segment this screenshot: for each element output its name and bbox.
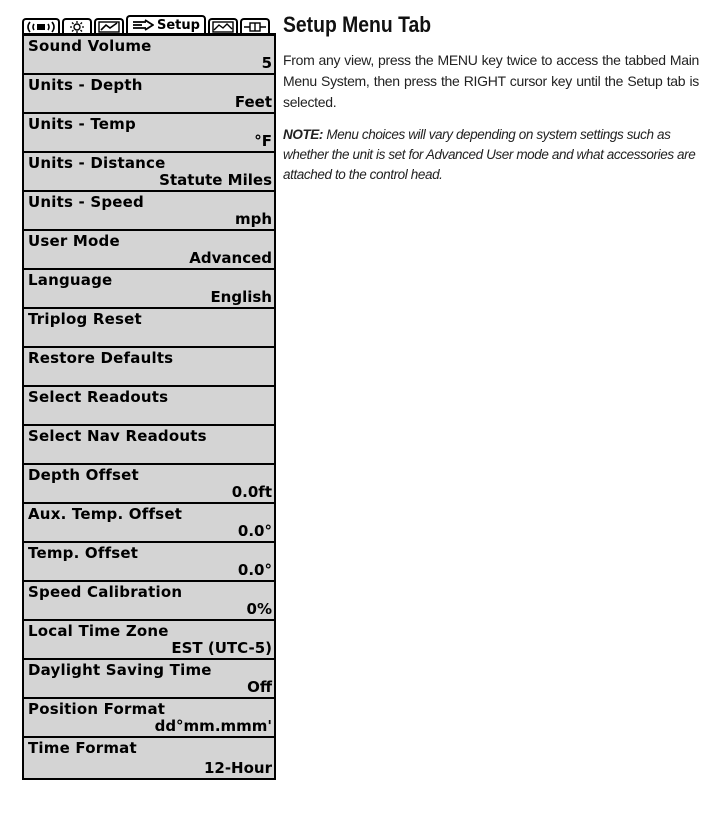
menu-item-speed-calibration[interactable] [24,582,274,621]
menu-item-position-format[interactable] [24,699,274,738]
menu-item-value: 5 [261,54,272,72]
menu-item-depth-offset[interactable] [24,465,274,504]
menu-item-label: Units - Distance [28,154,166,172]
menu-item-units-temp[interactable] [24,114,274,153]
menu-item-restore-defaults[interactable] [24,348,274,387]
menu-item-value: 12-Hour [203,759,272,777]
menu-item-value: mph [234,210,272,228]
note-text: Menu choices will vary depending on system settings such as whether the unit is set for Advanced User mode and what accessories are attached to the control head. [283,127,696,182]
menu-item-units-distance[interactable] [24,153,274,192]
alarms-tab[interactable] [62,18,92,34]
menu-item-label: Daylight Saving Time [28,661,212,679]
menu-item-value: Off [247,678,272,696]
menu-item-label: Units - Temp [28,115,136,133]
menu-item-label: Speed Calibration [28,583,183,601]
menu-item-label: Restore Defaults [28,349,174,367]
menu-item-value: Advanced [189,249,272,267]
menu-item-temp-offset[interactable] [24,543,274,582]
setup-tab-label: Setup [157,18,200,33]
menu-item-value: 0.0° [237,561,272,579]
menu-item-sound-volume[interactable] [24,36,274,75]
menu-item-value: EST (UTC-5) [171,639,272,657]
menu-item-value: 0% [246,600,272,618]
note-label: NOTE: [283,127,323,142]
menu-item-triplog-reset[interactable] [24,309,274,348]
menu-item-select-nav-readouts[interactable] [24,426,274,465]
menu-item-value: 0.0° [237,522,272,540]
views-tab[interactable] [208,18,238,34]
menu-item-label: Select Nav Readouts [28,427,207,445]
menu-item-label: Depth Offset [28,466,139,484]
menu-item-label: Temp. Offset [28,544,139,562]
menu-item-label: Units - Speed [28,193,144,211]
menu-item-value: dd°mm.mmm' [154,717,272,735]
menu-item-label: Sound Volume [28,37,152,55]
menu-item-value: 0.0ft [231,483,272,501]
wrench-icon [132,19,154,32]
menu-item-label: User Mode [28,232,120,250]
menu-item-value: Feet [234,93,272,111]
setup-description [283,12,699,185]
chart-icon [98,21,120,33]
menu-item-label: Position Format [28,700,166,718]
menu-item-aux-temp-offset[interactable] [24,504,274,543]
alarm-icon [66,21,88,33]
menu-item-label: Local Time Zone [28,622,169,640]
menu-item-local-time-zone[interactable] [24,621,274,660]
menu-item-language[interactable] [24,270,274,309]
menu-item-label: Select Readouts [28,388,169,406]
views-icon [212,21,234,33]
menu-item-units-depth[interactable] [24,75,274,114]
menu-item-label: Time Format [28,739,137,757]
menu-item-units-speed[interactable] [24,192,274,231]
section-title: Setup Menu Tab [283,12,432,37]
sonar-tab[interactable] [22,18,60,34]
menu-item-label: Triplog Reset [28,310,142,328]
note-paragraph [283,125,699,185]
setup-tab[interactable] [126,15,206,34]
navigation-tab[interactable] [94,18,124,34]
menu-item-user-mode[interactable] [24,231,274,270]
accessories-tab[interactable] [240,18,270,34]
setup-menu-list [22,33,276,780]
sonar-icon [26,21,56,33]
menu-item-label: Language [28,271,113,289]
menu-item-value: English [210,288,272,306]
menu-item-value: Statute Miles [159,171,272,189]
menu-item-select-readouts[interactable] [24,387,274,426]
menu-item-time-format[interactable] [24,738,274,778]
menu-item-label: Units - Depth [28,76,143,94]
menu-item-value: °F [254,132,272,150]
menu-item-daylight-saving-time[interactable] [24,660,274,699]
menu-item-label: Aux. Temp. Offset [28,505,183,523]
menu-tab-bar [22,14,272,34]
accessory-icon [244,21,266,33]
instructions-paragraph: From any view, press the MENU key twice to access the tabbed Main Menu System, then press the RIGHT cursor key until the Setup tab is selected. [283,52,699,110]
